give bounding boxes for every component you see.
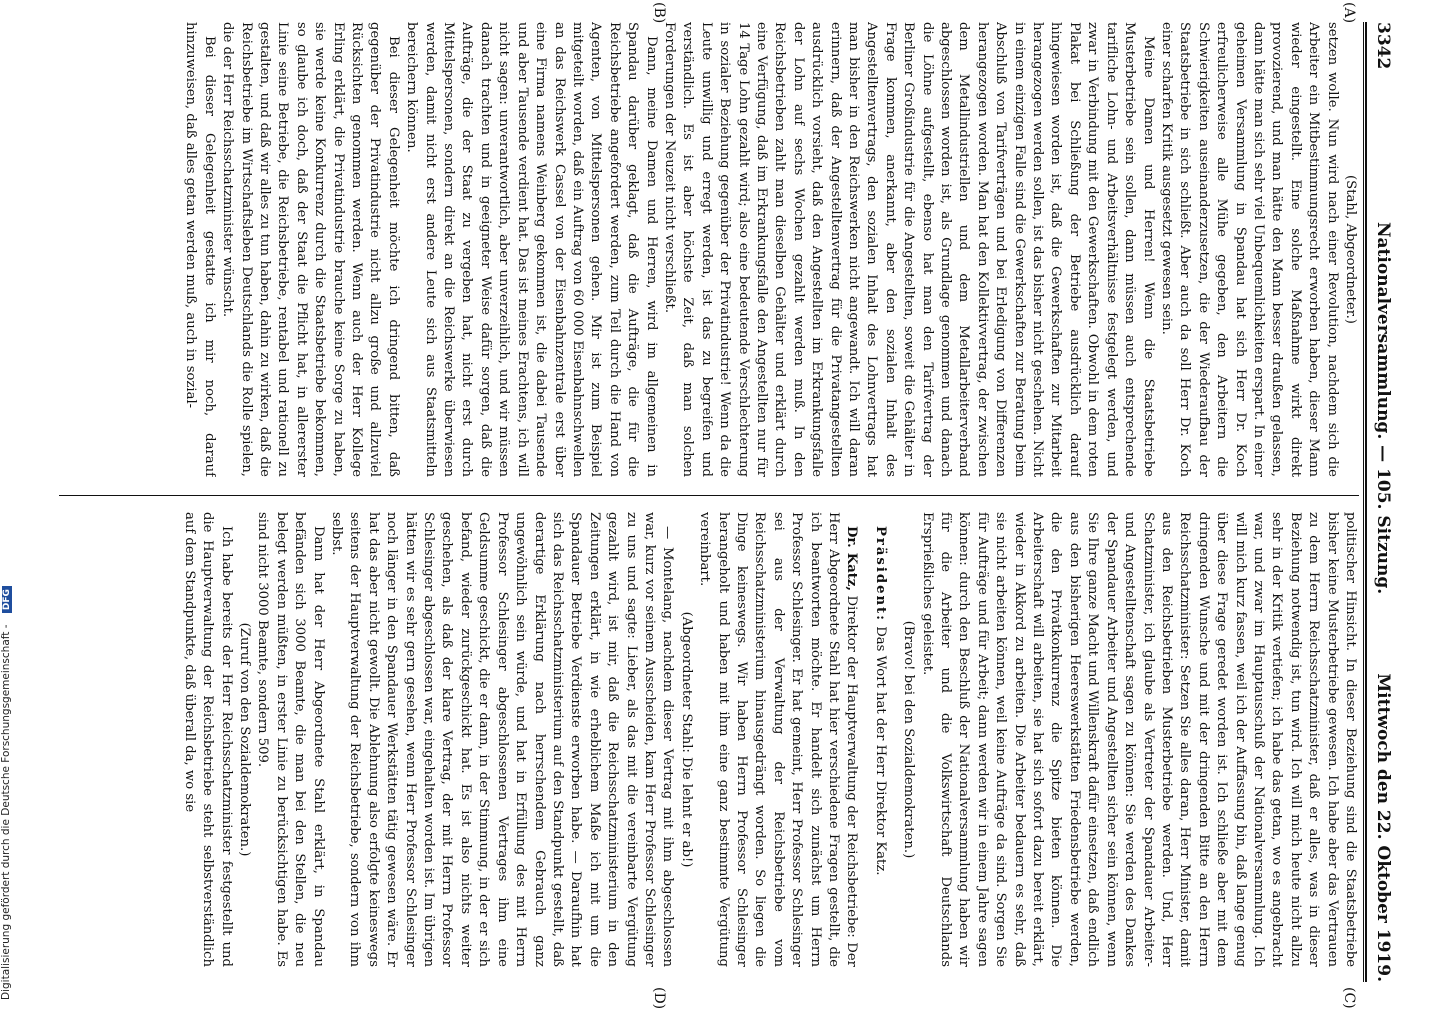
- right-text-column: [59, 512, 1359, 967]
- paragraph: Dann, meine Damen und Herren, wird im allgemeinen in Spandau darüber geklagt, daß die Aufträge, die für die Reichsbetriebe angefordert werden, zum Teil durch die Hand von Agenten, von Mittelspersonen gehen. Mir ist zum Beispiel mitgeteilt worden, daß ein Auftrag von 60 000 Eisenbahnschwellen an das Reichswerk Cassel von der Eisenbahnzentrale erst über eine Firma namens Weinberg gekommen ist, die dabei Tausende und aber Tausende verdient hat. Das ist meines Erachtens, ich will nicht sagen: unverantwortlich, aber unverzeihlich, und wir müssen danach trachten und in geeigneter Weise dafür sorgen, daß die Aufträge, die der Staat zu vergeben hat, nicht erst durch Mittelspersonen, sondern direkt an die Reichswerke überwiesen werden, damit nicht erst andere Leute sich aus Staatsmitteln bereichern können.: [404, 22, 659, 477]
- margin-marker-b: (B): [651, 2, 667, 24]
- interjection: (Zuruf von den Sozialdemokraten.): [237, 622, 253, 857]
- margin-marker-a: (A): [1341, 2, 1357, 24]
- interjection: (Bravo! bei den Sozialdemokraten.): [901, 620, 917, 859]
- speaker-label: Dr. Katz,: [844, 526, 860, 591]
- session-date: Mittwoch den 22. Oktober 1919.: [1373, 673, 1393, 982]
- paragraph: Dann hat der Herr Abgeordnete Stahl erklärt, in Spandau befänden sich 3000 Beamte, die man bei den Stellen, die neu belegt werden müßten, in erster Linie zu berücksichtigen habe. Es sind nicht 3000 Beamte, sondern 509.: [255, 512, 326, 967]
- paragraph: Bei dieser Gelegenheit möchte ich dringend bitten, daß gegenüber der Privatindustrie nicht allzu große und allzuviel Rücksichten genommen werden. Wenn auch der Herr Kollege Erling erklärt, die Privatindustrie brauche keine Sorge zu haben, sie werde keine Konkurrenz durch die Staatsbetriebe bekommen, so glaube ich doch, daß der Staat die Pflicht hat, in allererster Linie seine Betriebe, die Reichsbetriebe, rentabel und rationell zu gestalten, und daß wir alles zu tun haben, dahin zu wirken, daß die Reichsbetriebe im Wirtschaftsleben Deutschlands die Rolle spielen, die der Herr Reichsschatzminister wünscht.: [220, 22, 401, 477]
- page-number: 3342: [1373, 22, 1393, 70]
- paragraph: Bei dieser Gelegenheit gestatte ich mir noch, darauf hinzuweisen, daß alles getan werden muß, auch in sozial-: [183, 22, 217, 477]
- speaker-label: Präsident:: [872, 526, 888, 623]
- running-title: Nationalversammlung. — 105. Sitzung.: [1373, 222, 1393, 595]
- column-rule: [59, 495, 1359, 496]
- paragraph: Meine Damen und Herren! Wenn die Staatsbetriebe Musterbetriebe sein sollen, dann müssen auch entsprechende tarifliche Lohn- und Arbeitsverhältnisse festgelegt werden, und zwar in Verbindung mit den Gewerkschaften. Obwohl in dem roten Plakat bei Schließung der Betriebe ausdrücklich darauf hingewiesen worden ist, daß die Gewerkschaften zur Mitarbeit herangezogen werden sollen, ist das bisher nicht geschehen. Nicht in einem einzigen Falle sind die Gewerkschaften zur Beratung beim Abschluß von Tarifverträgen und bei Erledigung von Differenzen herangezogen worden. Man hat den Kollektivvertrag, der zwischen dem Metallindustriellen und dem Metallarbeiterverband abgeschlossen worden ist, als Grundlage genommen und danach die Löhne aufgestellt, ebenso hat man den Tarifvertrag der Berliner Großindustrie für die Angestellten, soweit die Gehälter in Frage kommen, anerkannt, aber den sozialen Inhalt des Angestelltenvertrags, den sozialen Inhalt des Lohnvertrags hat man bisher in den Reichswerken nicht angewandt. Ich will daran erinnern, daß der Angestelltenvertrag für die Privatangestellten ausdrücklich vorsieht, daß den Angestellten im Erkrankungsfalle der Lohn auf sechs Wochen gezahlt werden muß. In den Reichsbetrieben zahlt man dieselben Gehälter und erklärt durch eine Verfügung, daß im Erkrankungsfalle den Angestellten nur für 14 Tage Lohn gezahlt wird; also eine bedeutende Verschlechterung in sozialer Beziehung gegenüber der Privatindustrie! Wenn da die Leute unwillig und erregt werden, ist das zu begreifen und verständlich. Es ist aber höchste Zeit, daß man solchen Forderungen der Neuzeit nicht verschließt.: [661, 22, 1156, 477]
- digitization-credit: [0, 0, 14, 1000]
- paragraph: politischer Hinsicht. In dieser Beziehung sind die Staatsbetriebe bisher keine Musterbetriebe gewesen. Ich habe aber das Vertrauen zu dem Herrn Reichsschatzminister, daß er alles, was in dieser Beziehung notwendig ist, tun wird. Ich will mich heute nicht allzu sehr in der Kritik vertiefen; ich habe das getan, wo es angebracht war, und zwar im Hauptausschuß der Nationalversammlung. Ich will mich kurz fassen, weil ich der Auffassung bin, daß lange genug über diese Frage geredet worden ist. Ich schließe aber mit dem dringenden Wunsche und mit der dringenden Bitte an den Herrn Reichsschatzminister: Setzen Sie alles daran, Herr Minister, damit aus den Reichsbetrieben Musterbetriebe werden. Und, Herr Schatzminister, ich glaube als Vertreter der Spandauer Arbeiter- und Angestelltenschaft sagen zu können: Sie werden des Dankes der Spandauer Arbeiter und Angestellten sicher sein können, wenn Sie Ihre ganze Macht und Willenskraft dafür einsetzen, daß endlich aus den bisherigen Heereswerkstätten Friedensbetriebe werden, die den Privatkonkurrenz die Spitze bieten können. Die Arbeiterschaft will arbeiten, sie hat sich sofort dazu bereit erklärt, wieder in Akkord zu arbeiten. Die Arbeiter bedauern es sehr, daß sie nicht arbeiten können, weil keine Aufträge da sind. Sorgen Sie für Aufträge und für Arbeit; dann werden wir in einem Jahre sagen können: durch den Beschluß der Nationalversammlung haben wir für die Arbeiter und die Volkswirtschaft Deutschlands Ersprießliches geleistet.: [919, 512, 1358, 967]
- paragraph: — Montelang, nachdem dieser Vertrag mit ihm abgeschlossen war, kurz vor seinem Ausscheiden, kam Herr Professor Schlesinger zu uns und sagte: Lieber, als das mit die vereinbarte Vergütung gezahlt wird, ist mir, daß die Reichsschatzministerium in den Zeitungen erklärt, in wie erheblichem Maße ich mit um die Spandauer Betriebe Verdienste erworben habe. — Daraufhin hat sich das Reichsschatzministerium auf den Standpunkt gestellt, daß derartige Erklärung nach herrschendem Gebrauch ganz ungewöhnlich sein würde, und hat in Erfüllung des mit Herrn Professor Schlesinger abgeschlossenen Vertrages ihm eine Geldsumme geschickt, die er dann, in der Stimmung, in der er sich befand, wieder zurückgeschickt hat. Es ist also nichts weiter geschehen, als daß der klare Vertrag, der mit Herrn Professor Schlesinger abgeschlossen war, eingehalten worden ist. Im übrigen hätten wir es sehr gern gesehen, wenn Herr Professor Schlesinger noch länger in den Spandauer Werkstätten tätig gewesen wäre. Er hat das aber nicht gewollt. Die Ablehnung also erfolgte keineswegs seitens der Hauptverwaltung der Reichsbetriebe, sondern von ihm selbst.: [329, 512, 676, 967]
- page-header: [1371, 22, 1395, 982]
- rotated-newspaper-page: [50, 2, 1395, 1009]
- paragraph: Ich habe bereits der Herr Reichsschatzminister festgestellt und die Hauptverwaltung der Reichsbetriebe steht selbstverständlich auf dem Standpunkte, daß überall da, wo sie: [181, 512, 234, 967]
- katz-paragraph: [695, 512, 861, 967]
- header-rule: [1363, 22, 1367, 982]
- speaker-heading: (Stahl, Abgeordneter.): [1343, 175, 1358, 324]
- interjection: (Abgeordneter Stahl: Die lehnt er ab!): [678, 611, 694, 868]
- margin-marker-d: (D): [651, 987, 667, 1009]
- paragraph-text: Das Wort hat der Herr Direktor Katz.: [872, 626, 888, 876]
- president-paragraph: [870, 512, 888, 967]
- margin-marker-c: (C): [1341, 987, 1357, 1009]
- left-text-column: [59, 22, 1359, 477]
- credit-text: Digitalisierung gefördert durch die Deutsche Forschungsgemeinschaft -: [0, 624, 12, 1000]
- paragraph-text: Direktor der Hauptverwaltung der Reichsbetriebe: Der Herr Abgeordnete Stahl hat hier verschiedene Fragen gestellt, die ich beantworten möchte. Er handelt sich zunächst um Herrn Professor Schlesinger. Er hat gemeint, Herr Professor Schlesinger sei aus der Verwaltung der Reichsbetriebe vom Reichsschatzministerium hinausgedrängt worden. So liegen die Dinge keineswegs. Wir haben Herrn Professor Schlesinger herangeholt und haben mit ihm eine ganz bestimmte Vergütung vereinbart.: [697, 512, 860, 967]
- paragraph: setzen wolle. Nun wird nach einer Revolution, nachdem sich die Arbeiter ein Mitbestimmungsrecht erworben haben, dieser Mann wieder eingestellt. Eine solche Maßnahme wirkt direkt provozierend, und man hätte den Mann besser draußen gelassen, dann hätte man sich sehr viel Unbequemlichkeiten erspart. In einer geheimen Versammlung in Spandau hat sich Herr Dr. Koch erfreulicherweise alle Mühe gegeben, den Arbeitern die Schwierigkeiten auseinanderzusetzen, die der Wiederaufbau der Staatsbetriebe in sich schließt. Aber auch da soll Herr Dr. Koch einer scharfen Kritik ausgesetzt gewesen sein.: [1158, 22, 1340, 477]
- dfg-logo: DFG: [2, 586, 12, 613]
